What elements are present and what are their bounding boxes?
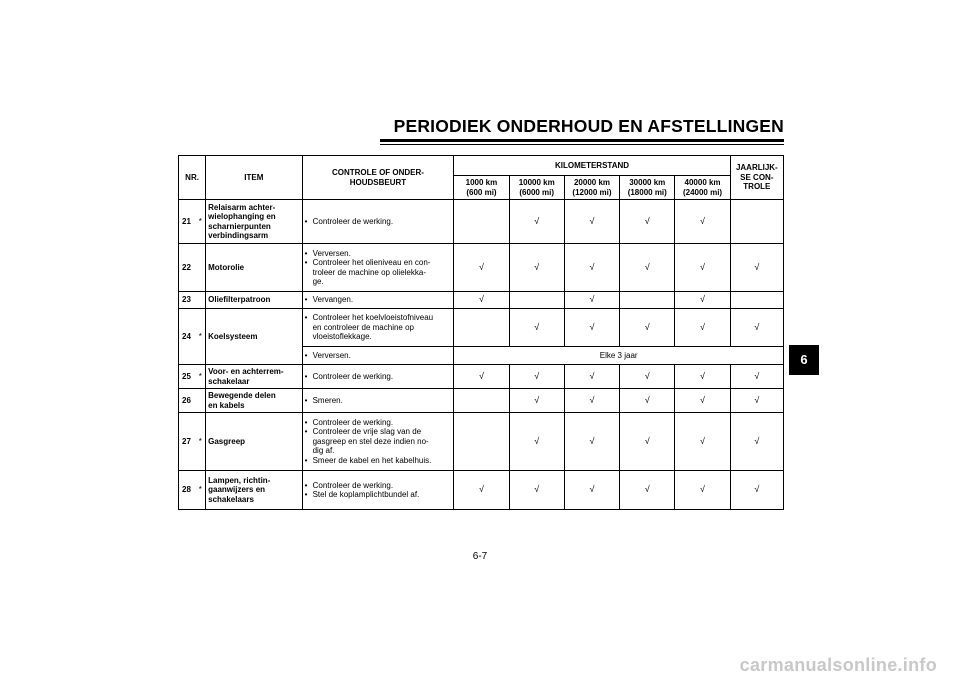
check-cell: √: [454, 244, 509, 292]
row-actions: [302, 347, 454, 365]
header-interval: 40000 km (24000 mi): [675, 176, 730, 200]
check-cell: √: [564, 365, 619, 389]
row-actions: [302, 292, 454, 309]
row-actions: [302, 389, 454, 413]
header-interval: 20000 km (12000 mi): [564, 176, 619, 200]
action-item: • Controleer de werking.: [305, 217, 452, 227]
header-interval: 1000 km (600 mi): [454, 176, 509, 200]
row-actions: [302, 200, 454, 244]
check-cell: [454, 413, 509, 471]
check-cell: √: [620, 200, 675, 244]
check-cell: √: [675, 471, 730, 510]
row-item: Koelsysteem: [206, 309, 302, 365]
check-cell: √: [730, 389, 783, 413]
row-number: 21: [179, 200, 196, 244]
check-cell: [454, 200, 509, 244]
header-item: ITEM: [206, 156, 302, 200]
table-row: [179, 292, 784, 309]
row-number: 28: [179, 471, 196, 510]
title-rule-thick: [380, 139, 784, 142]
action-item: • Vervangen.: [305, 295, 452, 305]
dealer-marker: *: [196, 471, 206, 510]
header-nr: NR.: [179, 156, 206, 200]
row-number: 27: [179, 413, 196, 471]
action-item: • Stel de koplamplichtbundel af.: [305, 490, 452, 500]
dealer-marker: [196, 389, 206, 413]
check-cell: √: [564, 200, 619, 244]
action-item: • Controleer de werking.: [305, 481, 452, 491]
dealer-marker: *: [196, 200, 206, 244]
row-item: Voor- en achterrem- schakelaar: [206, 365, 302, 389]
check-cell: √: [454, 292, 509, 309]
check-cell: √: [730, 365, 783, 389]
check-cell: √: [620, 471, 675, 510]
row-item: Bewegende delen en kabels: [206, 389, 302, 413]
page-number: 6-7: [472, 551, 488, 562]
row-number: 24: [179, 309, 196, 365]
check-cell: √: [454, 365, 509, 389]
footer-watermark: carmanualsonline.info: [739, 655, 937, 675]
check-cell: √: [675, 200, 730, 244]
action-item: • Controleer de werking.: [305, 418, 452, 428]
table-row: [179, 471, 784, 510]
check-cell: √: [675, 292, 730, 309]
check-cell: √: [564, 413, 619, 471]
action-item: • Smeer de kabel en het kabelhuis.: [305, 456, 452, 466]
row-item: Gasgreep: [206, 413, 302, 471]
check-cell: √: [675, 309, 730, 347]
check-cell: √: [509, 413, 564, 471]
interval-note: Elke 3 jaar: [454, 347, 784, 365]
check-cell: √: [675, 365, 730, 389]
row-item: Lampen, richtin- gaanwijzers en schakelaars: [206, 471, 302, 510]
row-actions: [302, 309, 454, 347]
check-cell: √: [675, 244, 730, 292]
row-actions: [302, 413, 454, 471]
table-row: [179, 365, 784, 389]
check-cell: √: [620, 365, 675, 389]
check-cell: [730, 292, 783, 309]
check-cell: √: [454, 471, 509, 510]
check-cell: √: [509, 471, 564, 510]
check-cell: [454, 309, 509, 347]
chapter-tab: 6: [789, 345, 819, 375]
check-cell: √: [620, 309, 675, 347]
check-cell: √: [730, 413, 783, 471]
check-cell: [730, 200, 783, 244]
header-annual: JAARLIJK- SE CON- TROLE: [730, 156, 783, 200]
check-cell: √: [509, 309, 564, 347]
action-item: • Controleer de werking.: [305, 372, 452, 382]
row-actions: [302, 365, 454, 389]
check-cell: √: [675, 389, 730, 413]
check-cell: √: [564, 244, 619, 292]
action-item: • Controleer het olieniveau en con- troleer de machine op olielekka- ge.: [305, 258, 452, 287]
check-cell: √: [620, 244, 675, 292]
maintenance-table: [178, 155, 784, 510]
row-item: Relaisarm achter- wielophanging en scharnierpunten verbindingsarm: [206, 200, 302, 244]
header-kilometerstand: KILOMETERSTAND: [454, 156, 730, 176]
row-item: Motorolie: [206, 244, 302, 292]
check-cell: √: [730, 309, 783, 347]
check-cell: √: [730, 244, 783, 292]
check-cell: √: [509, 365, 564, 389]
row-actions: [302, 244, 454, 292]
row-number: 22: [179, 244, 196, 292]
table-row: [179, 244, 784, 292]
action-item: • Controleer de vrije slag van de gasgreep en stel deze indien no- dig af.: [305, 427, 452, 456]
row-number: 25: [179, 365, 196, 389]
title-rule-thin: [380, 144, 784, 145]
dealer-marker: [196, 292, 206, 309]
check-cell: [509, 292, 564, 309]
action-item: • Verversen.: [305, 249, 452, 259]
check-cell: [620, 292, 675, 309]
header-interval: 10000 km (6000 mi): [509, 176, 564, 200]
check-cell: √: [675, 413, 730, 471]
dealer-marker: [196, 244, 206, 292]
check-cell: [454, 389, 509, 413]
header-control: CONTROLE OF ONDER- HOUDSBEURT: [302, 156, 454, 200]
check-cell: √: [564, 389, 619, 413]
table-row: [179, 200, 784, 244]
action-item: • Verversen.: [305, 351, 452, 361]
table-row: [179, 309, 784, 347]
check-cell: √: [509, 200, 564, 244]
action-item: • Controleer het koelvloeistofniveau en controleer de machine op vloeistoflekkage.: [305, 313, 452, 342]
action-item: • Smeren.: [305, 396, 452, 406]
dealer-marker: *: [196, 365, 206, 389]
check-cell: √: [564, 471, 619, 510]
dealer-marker: *: [196, 413, 206, 471]
row-number: 26: [179, 389, 196, 413]
check-cell: √: [509, 389, 564, 413]
dealer-marker: *: [196, 309, 206, 365]
table-row: [179, 413, 784, 471]
check-cell: √: [620, 389, 675, 413]
table-row: [179, 389, 784, 413]
check-cell: √: [620, 413, 675, 471]
check-cell: √: [509, 244, 564, 292]
check-cell: √: [564, 292, 619, 309]
page-title: PERIODIEK ONDERHOUD EN AFSTELLINGEN: [393, 116, 784, 136]
row-number: 23: [179, 292, 196, 309]
header-interval: 30000 km (18000 mi): [620, 176, 675, 200]
row-actions: [302, 471, 454, 510]
check-cell: √: [564, 309, 619, 347]
row-item: Oliefilterpatroon: [206, 292, 302, 309]
check-cell: √: [730, 471, 783, 510]
